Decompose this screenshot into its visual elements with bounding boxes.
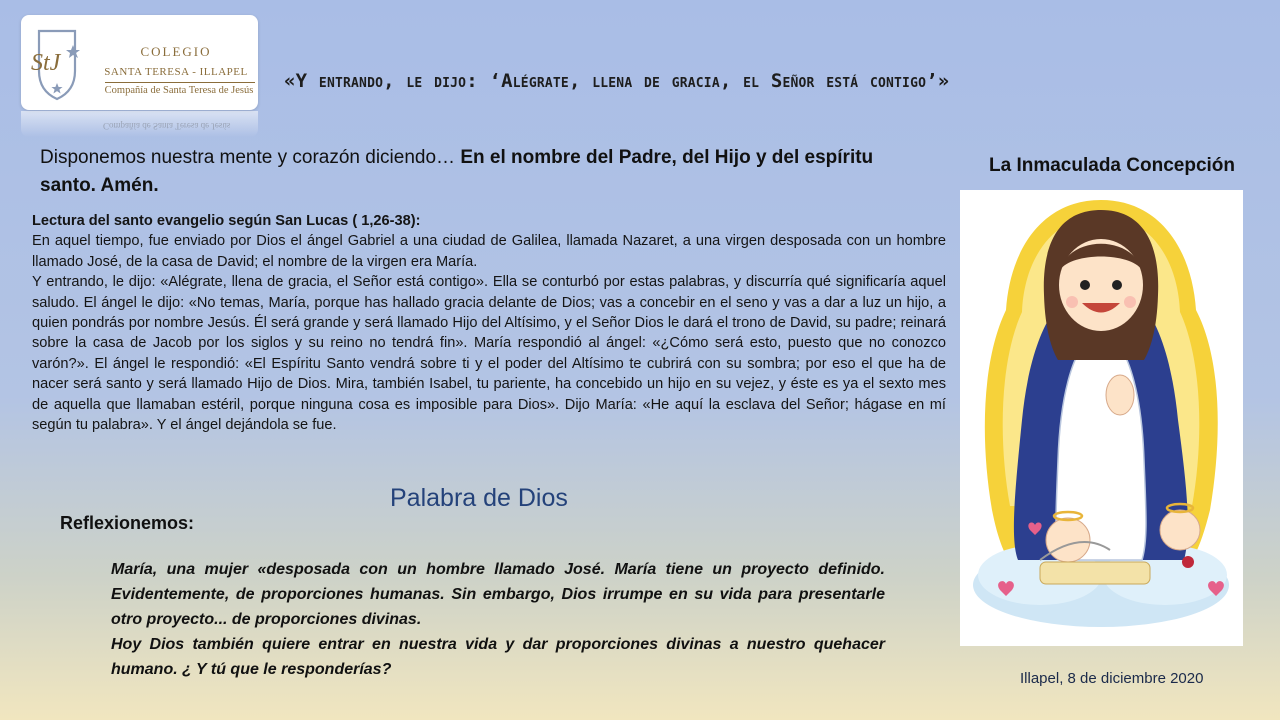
logo-reflection: Compañía de Santa Teresa de Jesús: [21, 111, 258, 137]
logo-tagline: Compañía de Santa Teresa de Jesús: [104, 85, 254, 96]
virgin-mary-illustration-icon: [960, 190, 1243, 646]
palabra-de-dios: Palabra de Dios: [390, 484, 568, 512]
intro-plain: Disponemos nuestra mente y corazón diciendo…: [40, 147, 461, 168]
logo-title: COLEGIO: [140, 44, 212, 59]
virgin-mary-illustration: [960, 190, 1243, 646]
reflection-text: [111, 557, 885, 682]
gospel-paragraph-1: En aquel tiempo, fue enviado por Dios el ángel Gabriel a una ciudad de Galilea, llamada Nazaret, a una virgen desposada con un hombre llamado José, de la casa de David; el nombre de la virgen era María.: [32, 233, 946, 270]
gospel-paragraph-2: Y entrando, le dijo: «Alégrate, llena de gracia, el Señor está contigo». Ella se conturbó por estas palabras, y discurría qué significaría aquel saludo. El ángel le dijo: «No temas, María, porque has hallado gracia delante de Dios; vas a concebir en el seno y vas a dar a luz un hijo, a quien pondrás por nombre Jesús. Él será grande y será llamado Hijo del Altísimo, y el Señor Dios le dará el trono de David, su padre; reinará sobre la casa de Jacob por los siglos y su reino no tendrá fin». María respondió al ángel: «¿Cómo será esto, puesto que no conozco varón?». El ángel le respondió: «El Espíritu Santo vendrá sobre ti y el poder del Altísimo te cubrirá con su sombra; por eso el que ha de nacer será santo y será llamado Hijo de Dios. Mira, también Isabel, tu pariente, ha concebido un hijo en su vejez, y éste es ya el sexto mes de aquella que llamaban estéril, porque ninguna cosa es imposible para Dios». Dijo María: «He aquí la esclava del Señor; hágase en mí según tu palabra». Y el ángel dejándola se fue.: [32, 274, 946, 434]
logo-divider: [105, 82, 255, 83]
reflection-paragraph-1: María, una mujer «desposada con un hombre llamado José. María tiene un proyecto definido. Evidentemente, de proporciones humanas. Sin embargo, Dios irrumpe en su vida para presentarle otro proyecto... de proporciones divinas.: [111, 561, 885, 628]
reflection-title: Reflexionemos:: [60, 513, 195, 533]
gospel-reference: Lectura del santo evangelio según San Lucas ( 1,26-38):: [32, 213, 421, 229]
logo-subtitle: SANTA TERESA - ILLAPEL: [104, 66, 248, 78]
school-monogram-icon: [29, 25, 85, 103]
image-title: La Inmaculada Concepción: [989, 155, 1235, 176]
date-location: Illapel, 8 de diciembre 2020: [1020, 670, 1204, 687]
intro-bold: En el nombre del Padre, del Hijo y del espíritu santo. Amén.: [40, 147, 874, 196]
gospel-reading: [32, 211, 946, 435]
headline: «Y entrando, le dijo: ‘Alégrate, llena de gracia, el Señor está contigo’»: [284, 70, 950, 92]
svg-text:StJ: StJ: [31, 50, 61, 76]
school-logo: [21, 15, 258, 110]
intro-text: [40, 144, 900, 200]
reflection-paragraph-2: Hoy Dios también quiere entrar en nuestra vida y dar proporciones divinas a nuestro quehacer humano. ¿ Y tú que le responderías?: [111, 636, 885, 678]
